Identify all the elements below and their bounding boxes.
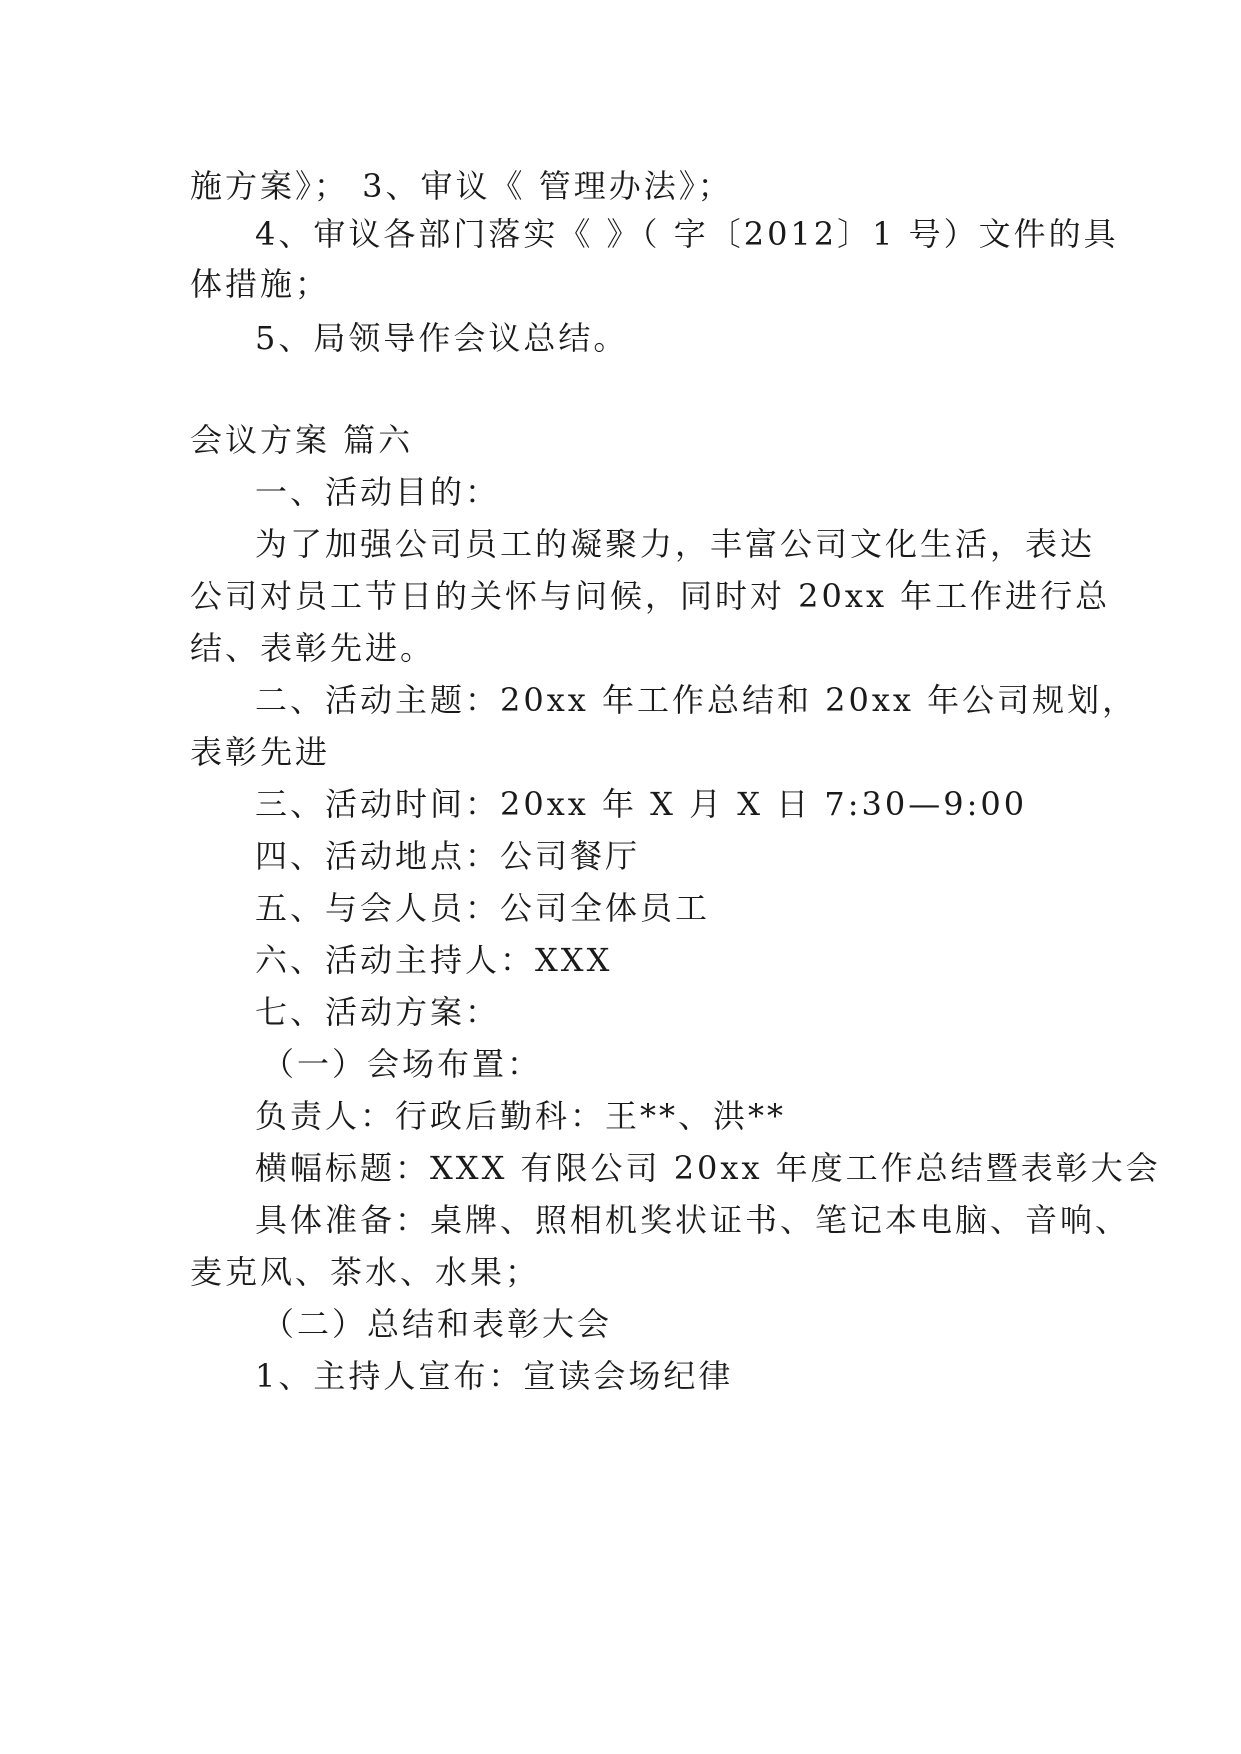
text-line: 公司对员工节日的关怀与问候，同时对 20xx 年工作进行总 — [190, 577, 1111, 615]
text-line: 横幅标题：XXX 有限公司 20xx 年度工作总结暨表彰大会 — [255, 1149, 1161, 1187]
text-line: 表彰先进 — [190, 733, 331, 771]
text-line: 五、与会人员：公司全体员工 — [255, 889, 711, 927]
text-line: 具体准备：桌牌、照相机奖状证书、笔记本电脑、音响、 — [255, 1201, 1131, 1239]
text-line: 4、审议各部门落实《 》（ 字〔2012〕1 号）文件的具 — [255, 215, 1119, 253]
text-line: 体措施； — [190, 265, 331, 303]
text-line: 负责人：行政后勤科：王**、洪** — [255, 1097, 787, 1135]
subsection-heading: （一）会场布置： — [262, 1045, 543, 1083]
text-line: 一、活动目的： — [255, 473, 501, 511]
text-line: 七、活动方案： — [255, 993, 501, 1031]
subsection-heading: （二）总结和表彰大会 — [262, 1305, 613, 1343]
text-line: 1、主持人宣布：宣读会场纪律 — [255, 1357, 734, 1395]
text-line: 施方案》； 3、审议《 管理办法》； — [190, 167, 733, 205]
text-line: 为了加强公司员工的凝聚力，丰富公司文化生活，表达 — [255, 525, 1096, 563]
section-heading: 会议方案 篇六 — [190, 421, 414, 459]
text-line: 六、活动主持人：XXX — [255, 941, 613, 979]
text-line: 结、表彰先进。 — [190, 629, 436, 667]
text-line: 四、活动地点：公司餐厅 — [255, 837, 641, 875]
text-line: 5、局领导作会议总结。 — [255, 319, 629, 357]
text-line: 麦克风、茶水、水果； — [190, 1253, 541, 1291]
text-line: 三、活动时间：20xx 年 X 月 X 日 7:30—9:00 — [255, 785, 1028, 823]
text-line: 二、活动主题：20xx 年工作总结和 20xx 年公司规划， — [255, 681, 1138, 719]
